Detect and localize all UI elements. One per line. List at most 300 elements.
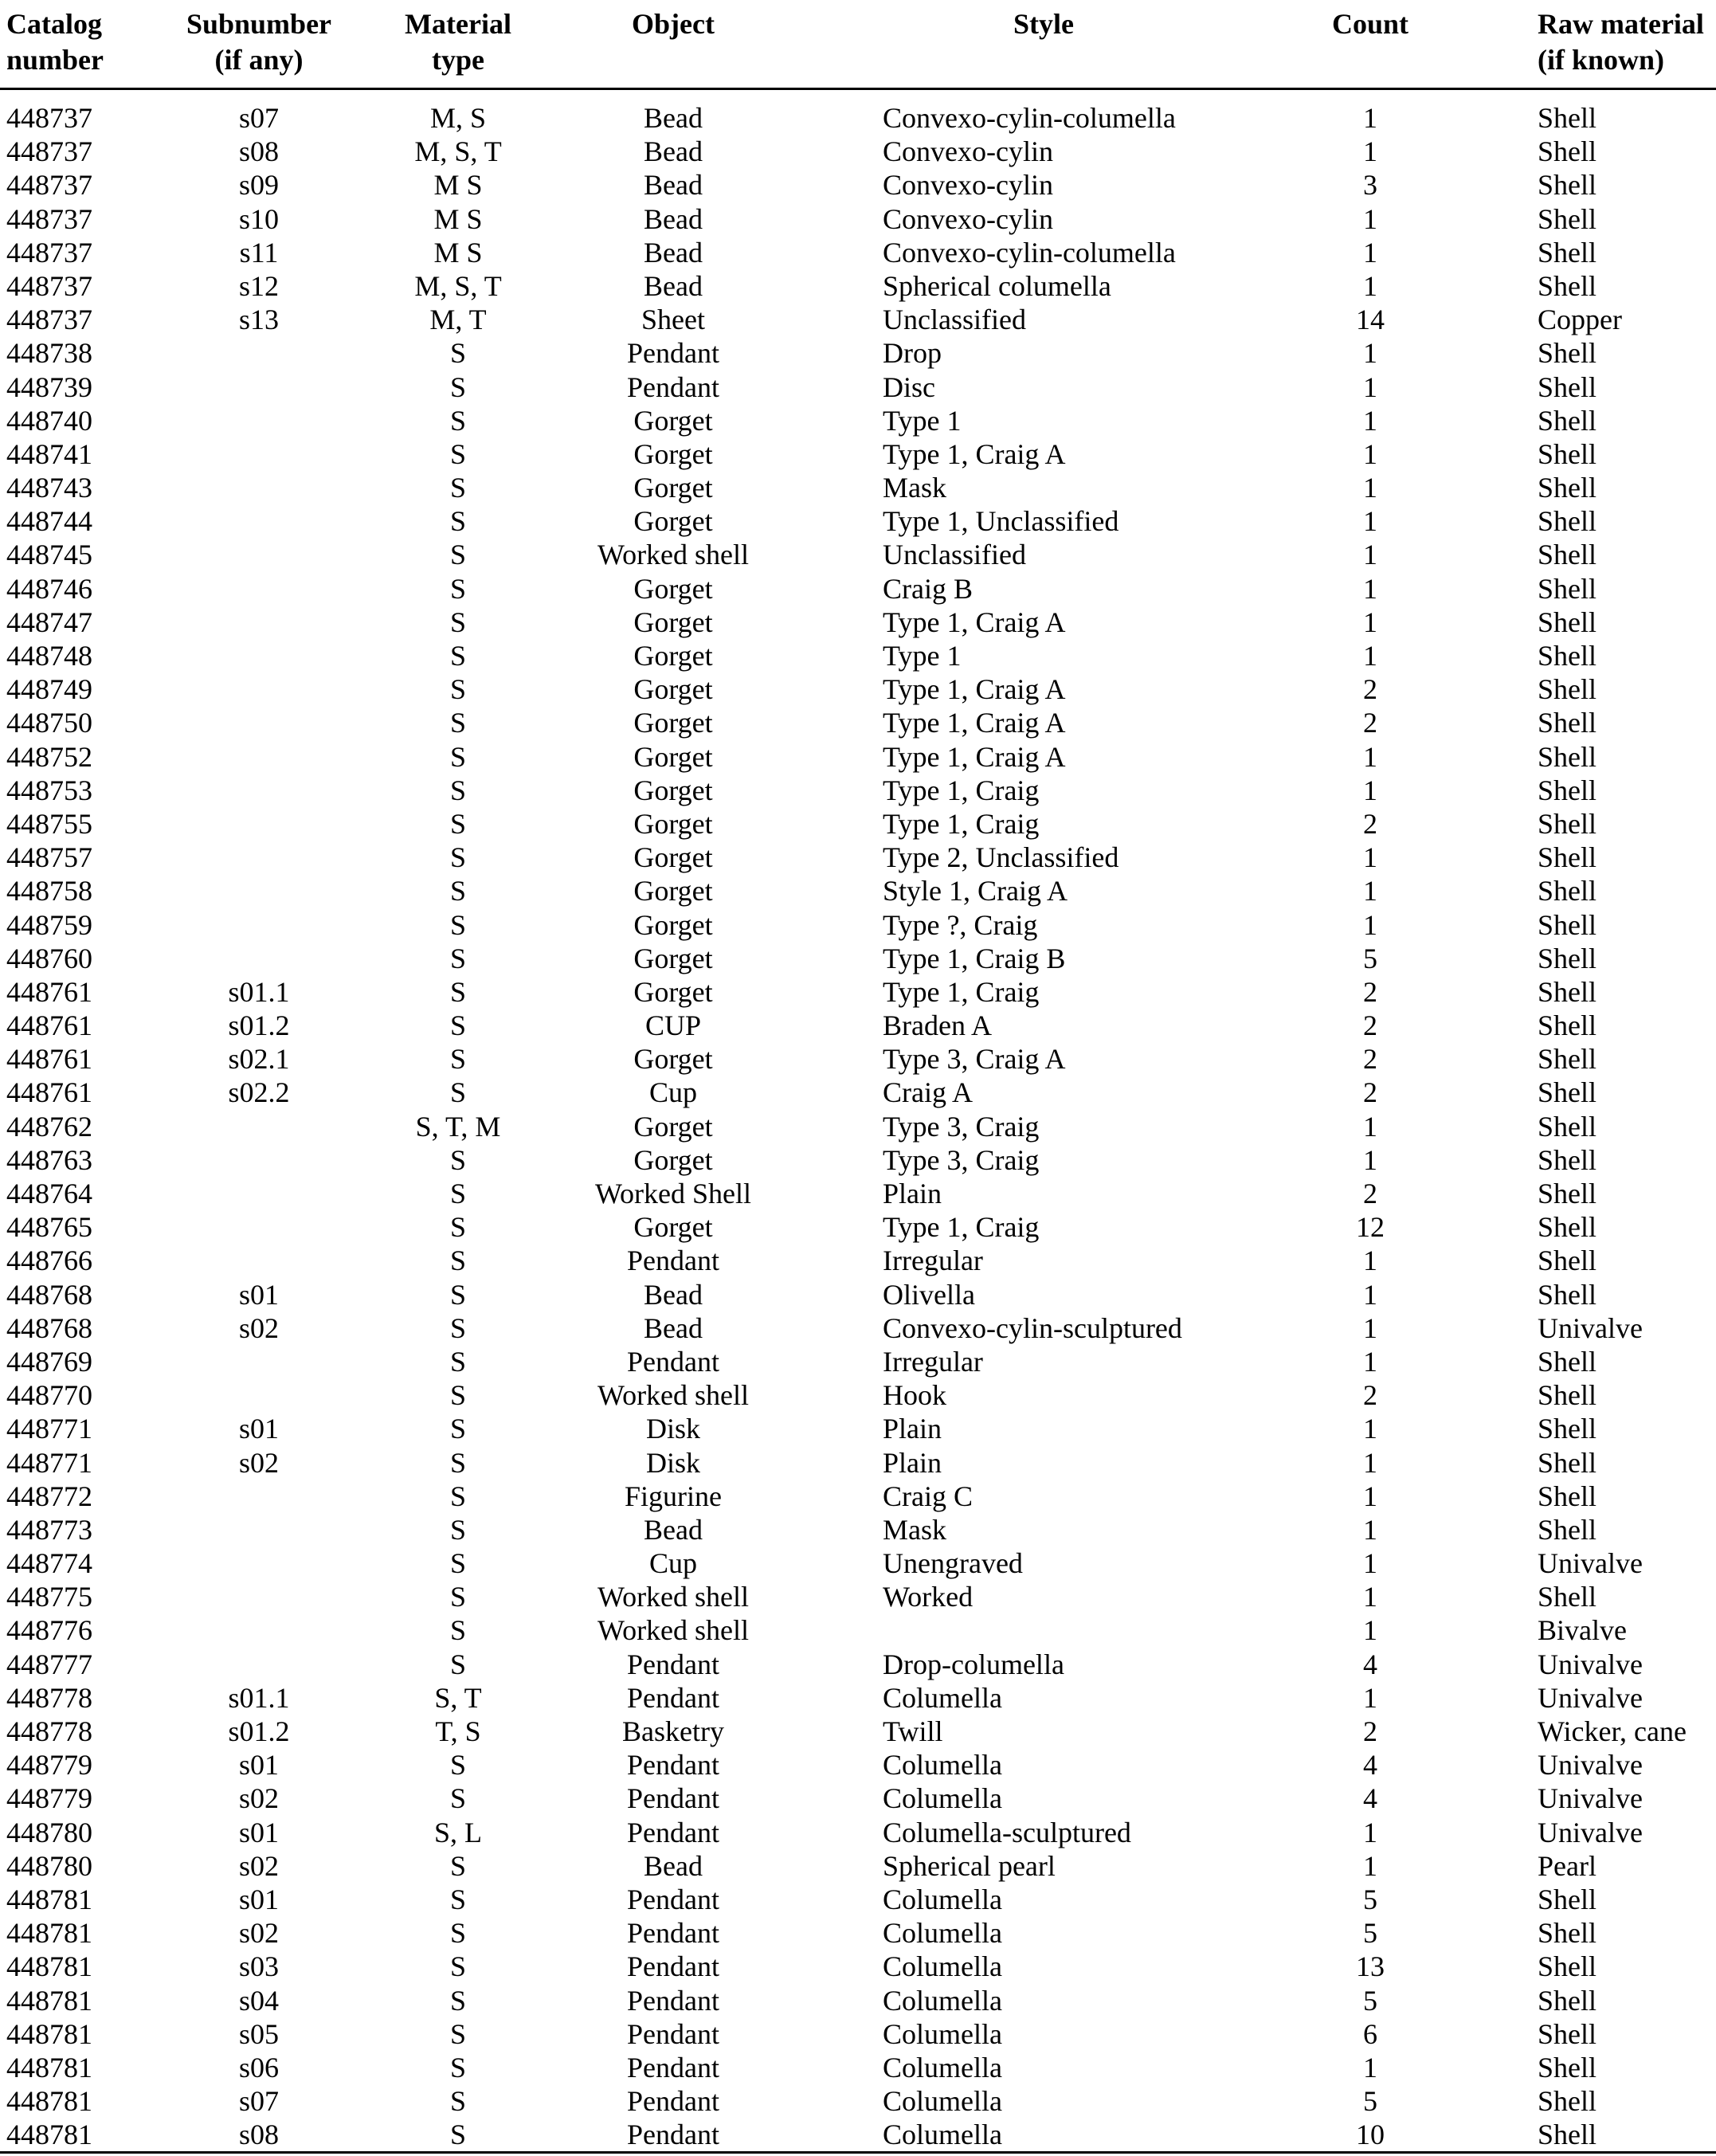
cell-object: Pendant <box>627 1681 719 1714</box>
cell-subnumber <box>159 336 358 370</box>
cell-count: 1 <box>1363 236 1377 269</box>
cell-subnumber: s07 <box>238 2085 279 2118</box>
cell-count: 4 <box>1363 1648 1377 1680</box>
cell-object: Pendant <box>627 1749 719 1782</box>
cell-raw-material: Shell <box>1538 1110 1597 1143</box>
cell-object: Pendant <box>627 1816 719 1848</box>
cell-material-type: M, S <box>429 102 487 134</box>
cell-style: Worked <box>883 1581 974 1613</box>
cell-raw-material: Shell <box>1538 2119 1597 2151</box>
cell-catalog-number: 448741 <box>6 437 92 470</box>
cell-material-type: S <box>449 942 467 974</box>
cell-subnumber: s02 <box>238 1849 279 1882</box>
cell-raw-material: Shell <box>1538 975 1597 1008</box>
cell-object: Gorget <box>633 875 713 907</box>
cell-count: 1 <box>1363 606 1377 638</box>
cell-object: Bead <box>644 102 703 134</box>
cell-count: 1 <box>1363 505 1377 538</box>
cell-count: 1 <box>1363 102 1377 134</box>
cell-material-type: M S <box>433 236 483 269</box>
header-label-line1: Raw material <box>1538 8 1704 40</box>
cell-raw-material: Shell <box>1538 102 1597 134</box>
cell-subnumber <box>159 471 358 504</box>
cell-catalog-number: 448775 <box>6 1581 92 1613</box>
table-row <box>0 2118 1716 2151</box>
cell-count: 12 <box>1356 1211 1385 1244</box>
cell-count: 1 <box>1363 1413 1377 1445</box>
cell-raw-material: Shell <box>1538 640 1597 672</box>
cell-raw-material: Univalve <box>1538 1816 1643 1848</box>
cell-material-type: S <box>449 707 467 739</box>
cell-subnumber: s01 <box>238 1749 279 1782</box>
cell-object: Bead <box>644 202 703 235</box>
cell-material-type: S <box>449 370 467 403</box>
cell-object: Gorget <box>633 606 713 638</box>
cell-subnumber: s10 <box>238 202 279 235</box>
cell-subnumber <box>159 606 358 639</box>
cell-style: Irregular <box>883 1245 983 1277</box>
cell-object: Disk <box>645 1413 700 1445</box>
cell-catalog-number: 448764 <box>6 1178 92 1209</box>
cell-style: Columella <box>883 2119 1002 2151</box>
cell-material-type: S, T, M <box>415 1110 501 1143</box>
cell-material-type: S <box>449 673 467 706</box>
table-row <box>0 1009 1716 1042</box>
cell-object: Bead <box>644 135 703 168</box>
cell-material-type: S <box>449 1480 467 1512</box>
cell-count: 1 <box>1363 1849 1377 1882</box>
cell-style: Convexo-cylin <box>883 202 1053 235</box>
cell-subnumber: s02 <box>238 1782 279 1815</box>
cell-material-type: S <box>449 505 467 538</box>
cell-raw-material: Shell <box>1538 505 1597 538</box>
cell-subnumber: s09 <box>238 169 279 202</box>
cell-material-type: S <box>449 2085 467 2118</box>
cell-raw-material: Shell <box>1538 740 1597 773</box>
cell-material-type: S <box>449 1984 467 2017</box>
cell-material-type: M S <box>433 202 483 235</box>
table-row <box>0 1648 1716 1681</box>
table-row <box>0 908 1716 942</box>
cell-raw-material: Shell <box>1538 774 1597 806</box>
table-row <box>0 1782 1716 1815</box>
cell-subnumber <box>159 1546 358 1580</box>
cell-catalog-number: 448737 <box>6 304 92 336</box>
cell-subnumber: s06 <box>238 2051 279 2083</box>
cell-style: Type 1, Craig <box>883 1211 1040 1244</box>
cell-subnumber <box>159 1210 358 1244</box>
cell-count: 1 <box>1363 202 1377 235</box>
cell-count: 2 <box>1363 1178 1377 1209</box>
cell-subnumber <box>159 1110 358 1143</box>
cell-catalog-number: 448755 <box>6 807 92 840</box>
cell-catalog-number: 448761 <box>6 1076 92 1109</box>
cell-catalog-number: 448746 <box>6 572 92 605</box>
cell-subnumber: s04 <box>238 1984 279 2017</box>
cell-style: Columella <box>883 1681 1002 1714</box>
cell-catalog-number: 448776 <box>6 1614 92 1647</box>
cell-style: Columella <box>883 1782 1002 1815</box>
cell-subnumber <box>159 706 358 739</box>
cell-raw-material: Shell <box>1538 1278 1597 1311</box>
cell-count: 1 <box>1363 1581 1377 1613</box>
cell-object: Gorget <box>633 774 713 806</box>
cell-style: Plain <box>883 1413 942 1445</box>
cell-catalog-number: 448780 <box>6 1849 92 1882</box>
cell-subnumber: s01 <box>238 1278 279 1311</box>
cell-subnumber: s05 <box>238 2017 279 2050</box>
cell-raw-material: Shell <box>1538 572 1597 605</box>
cell-style: Type 1, Craig A <box>883 707 1066 739</box>
table-row <box>0 1748 1716 1782</box>
cell-catalog-number: 448771 <box>6 1413 92 1445</box>
cell-catalog-number: 448768 <box>6 1311 92 1344</box>
table-row <box>0 2084 1716 2118</box>
cell-count: 1 <box>1363 1278 1377 1311</box>
cell-raw-material: Shell <box>1538 807 1597 840</box>
cell-material-type: S <box>449 1245 467 1277</box>
cell-style: Type 1, Craig <box>883 807 1040 840</box>
cell-style: Spherical pearl <box>883 1849 1056 1882</box>
cell-object: Worked shell <box>597 1581 750 1613</box>
table-row <box>0 706 1716 739</box>
cell-raw-material: Shell <box>1538 1984 1597 2017</box>
cell-style: Columella <box>883 1984 1002 2017</box>
cell-object: Pendant <box>627 1883 719 1915</box>
cell-subnumber: s01 <box>238 1816 279 1848</box>
cell-catalog-number: 448760 <box>6 942 92 974</box>
cell-subnumber: s02.2 <box>228 1076 290 1109</box>
cell-raw-material: Shell <box>1538 1917 1597 1950</box>
cell-count: 2 <box>1363 1076 1377 1109</box>
cell-subnumber: s01.2 <box>228 1715 290 1747</box>
cell-count: 1 <box>1363 437 1377 470</box>
cell-subnumber <box>159 538 358 571</box>
cell-subnumber <box>159 1244 358 1277</box>
cell-material-type: S <box>449 640 467 672</box>
table-row <box>0 942 1716 975</box>
cell-style: Type 1 <box>883 640 962 672</box>
cell-count: 1 <box>1363 337 1377 370</box>
cell-style: Unclassified <box>883 539 1026 571</box>
cell-material-type: S <box>449 1883 467 1915</box>
cell-raw-material: Shell <box>1538 437 1597 470</box>
cell-catalog-number: 448747 <box>6 606 92 638</box>
cell-raw-material: Pearl <box>1538 1849 1597 1882</box>
table-row <box>0 168 1716 202</box>
cell-raw-material: Shell <box>1538 2017 1597 2050</box>
cell-subnumber: s08 <box>238 2119 279 2151</box>
table-row <box>0 1715 1716 1748</box>
cell-subnumber <box>159 1513 358 1546</box>
cell-raw-material: Shell <box>1538 673 1597 706</box>
cell-object: Gorget <box>633 673 713 706</box>
cell-raw-material: Univalve <box>1538 1311 1643 1344</box>
cell-material-type: S <box>449 1143 467 1176</box>
cell-catalog-number: 448769 <box>6 1345 92 1378</box>
cell-object: Bead <box>644 169 703 202</box>
cell-object: Pendant <box>627 2017 719 2050</box>
cell-style: Columella-sculptured <box>883 1816 1131 1848</box>
cell-material-type: S <box>449 1076 467 1109</box>
cell-raw-material: Shell <box>1538 606 1597 638</box>
cell-material-type: S <box>449 975 467 1008</box>
cell-catalog-number: 448779 <box>6 1749 92 1782</box>
cell-style: Columella <box>883 1749 1002 1782</box>
table-row <box>0 874 1716 907</box>
cell-subnumber <box>159 672 358 706</box>
cell-object: Bead <box>644 1311 703 1344</box>
cell-count: 6 <box>1363 2017 1377 2050</box>
cell-catalog-number: 448743 <box>6 472 92 504</box>
cell-raw-material: Shell <box>1538 1513 1597 1546</box>
cell-object: Cup <box>648 1076 697 1109</box>
cell-raw-material: Shell <box>1538 908 1597 941</box>
cell-material-type: M, T <box>429 304 487 336</box>
cell-object: Gorget <box>633 437 713 470</box>
cell-catalog-number: 448763 <box>6 1143 92 1176</box>
header-label-line2: type <box>432 44 484 76</box>
cell-style: Unclassified <box>883 304 1026 336</box>
cell-object: Gorget <box>633 807 713 840</box>
cell-subnumber <box>159 404 358 437</box>
cell-catalog-number: 448753 <box>6 774 92 806</box>
cell-style: Type 1, Craig A <box>883 673 1066 706</box>
table-bottom-border <box>0 2151 1716 2154</box>
table-row <box>0 2017 1716 2051</box>
cell-object: Gorget <box>633 572 713 605</box>
cell-count: 3 <box>1363 169 1377 202</box>
cell-style: Plain <box>883 1446 942 1479</box>
cell-subnumber: s02 <box>238 1446 279 1479</box>
cell-object: Gorget <box>633 640 713 672</box>
cell-count: 5 <box>1363 942 1377 974</box>
cell-style: Drop-columella <box>883 1648 1064 1680</box>
cell-style: Craig C <box>883 1480 973 1512</box>
cell-raw-material: Shell <box>1538 2051 1597 2083</box>
cell-count: 1 <box>1363 1614 1377 1647</box>
cell-raw-material: Univalve <box>1538 1749 1643 1782</box>
cell-raw-material: Shell <box>1538 269 1597 302</box>
header-label-line2: Style <box>1013 8 1074 40</box>
cell-object: Bead <box>644 236 703 269</box>
header-label-line2: number <box>6 44 104 76</box>
cell-raw-material: Shell <box>1538 1480 1597 1512</box>
cell-subnumber: s01.1 <box>228 1681 290 1714</box>
cell-subnumber: s07 <box>238 102 279 134</box>
cell-subnumber <box>159 437 358 471</box>
table-row <box>0 404 1716 437</box>
cell-raw-material: Shell <box>1538 707 1597 739</box>
cell-subnumber: s03 <box>238 1950 279 1983</box>
cell-object: Gorget <box>633 1043 713 1076</box>
cell-raw-material: Shell <box>1538 1211 1597 1244</box>
cell-catalog-number: 448757 <box>6 841 92 874</box>
cell-catalog-number: 448749 <box>6 673 92 706</box>
cell-raw-material: Wicker, cane <box>1538 1715 1687 1747</box>
cell-catalog-number: 448737 <box>6 169 92 202</box>
cell-raw-material: Shell <box>1538 202 1597 235</box>
cell-count: 2 <box>1363 707 1377 739</box>
cell-material-type: S <box>449 1009 467 1042</box>
cell-object: Gorget <box>633 404 713 437</box>
cell-catalog-number: 448761 <box>6 975 92 1008</box>
cell-style: Craig A <box>883 1076 973 1109</box>
cell-subnumber: s02 <box>238 1917 279 1950</box>
cell-material-type: S <box>449 1211 467 1244</box>
table-row <box>0 1849 1716 1883</box>
cell-material-type: S <box>449 1648 467 1680</box>
cell-count: 4 <box>1363 1749 1377 1782</box>
header-label-line2: (if known) <box>1538 44 1665 76</box>
cell-object: Cup <box>648 1547 697 1580</box>
cell-count: 2 <box>1363 1043 1377 1076</box>
cell-subnumber: s01.1 <box>228 975 290 1008</box>
cell-object: Gorget <box>633 942 713 974</box>
cell-style: Disc <box>883 370 935 403</box>
cell-style: Type 1, Unclassified <box>883 505 1119 538</box>
cell-raw-material: Shell <box>1538 1345 1597 1378</box>
table-row <box>0 1412 1716 1445</box>
cell-material-type: S <box>449 606 467 638</box>
cell-subnumber <box>159 370 358 404</box>
cell-material-type: S <box>449 875 467 907</box>
cell-raw-material: Shell <box>1538 1379 1597 1412</box>
cell-raw-material: Shell <box>1538 2085 1597 2118</box>
cell-count: 1 <box>1363 1143 1377 1176</box>
cell-count: 1 <box>1363 269 1377 302</box>
cell-object: Pendant <box>627 2119 719 2151</box>
cell-object: Gorget <box>633 505 713 538</box>
cell-object: Gorget <box>633 1110 713 1143</box>
cell-catalog-number: 448739 <box>6 370 92 403</box>
cell-object: Pendant <box>627 1245 719 1277</box>
cell-material-type: S <box>449 807 467 840</box>
cell-style: Drop <box>883 337 942 370</box>
cell-style: Columella <box>883 2051 1002 2083</box>
table-body <box>0 101 1716 2151</box>
table-row <box>0 639 1716 672</box>
cell-subnumber <box>159 639 358 672</box>
header-label-line1: Catalog <box>6 8 102 40</box>
cell-material-type: S <box>449 2017 467 2050</box>
cell-raw-material: Univalve <box>1538 1681 1643 1714</box>
cell-style: Irregular <box>883 1345 983 1378</box>
table-row <box>0 1278 1716 1311</box>
cell-subnumber <box>159 942 358 975</box>
cell-object: Pendant <box>627 1917 719 1950</box>
cell-object: Worked shell <box>597 539 750 571</box>
cell-count: 1 <box>1363 774 1377 806</box>
cell-subnumber: s11 <box>239 236 279 269</box>
table-row <box>0 1076 1716 1109</box>
table-row <box>0 1681 1716 1715</box>
cell-raw-material: Shell <box>1538 404 1597 437</box>
cell-count: 1 <box>1363 2051 1377 2083</box>
table-row <box>0 740 1716 774</box>
cell-material-type: S <box>449 841 467 874</box>
cell-subnumber <box>159 774 358 807</box>
cell-subnumber <box>159 1177 358 1210</box>
cell-catalog-number: 448781 <box>6 2085 92 2118</box>
table-row <box>0 1883 1716 1916</box>
cell-object: Worked shell <box>597 1379 750 1412</box>
cell-subnumber <box>159 1480 358 1513</box>
table-row <box>0 807 1716 841</box>
cell-count: 2 <box>1363 1715 1377 1747</box>
cell-style: Type 2, Unclassified <box>883 841 1119 874</box>
cell-catalog-number: 448761 <box>6 1009 92 1042</box>
cell-material-type: S <box>449 1413 467 1445</box>
cell-style: Mask <box>883 1513 946 1546</box>
cell-catalog-number: 448781 <box>6 1883 92 1915</box>
cell-material-type: M, S, T <box>414 269 502 302</box>
cell-object: Gorget <box>633 841 713 874</box>
cell-catalog-number: 448752 <box>6 740 92 773</box>
cell-style: Mask <box>883 472 946 504</box>
table-row <box>0 841 1716 874</box>
cell-subnumber <box>159 572 358 606</box>
table-row <box>0 538 1716 571</box>
cell-style <box>789 1613 1299 1647</box>
cell-catalog-number: 448759 <box>6 908 92 941</box>
cell-raw-material: Shell <box>1538 1883 1597 1915</box>
cell-subnumber <box>159 1345 358 1378</box>
cell-material-type: S <box>449 1446 467 1479</box>
cell-catalog-number: 448781 <box>6 2119 92 2151</box>
cell-style: Convexo-cylin <box>883 169 1053 202</box>
cell-object: Pendant <box>627 1782 719 1815</box>
cell-catalog-number: 448779 <box>6 1782 92 1815</box>
cell-style: Convexo-cylin-columella <box>883 102 1176 134</box>
cell-style: Type 3, Craig <box>883 1110 1040 1143</box>
cell-raw-material: Univalve <box>1538 1648 1643 1680</box>
cell-catalog-number: 448737 <box>6 102 92 134</box>
table-row <box>0 1177 1716 1210</box>
table-row <box>0 303 1716 336</box>
table-row <box>0 1143 1716 1177</box>
cell-raw-material: Shell <box>1538 1178 1597 1209</box>
cell-object: Gorget <box>633 740 713 773</box>
table-row <box>0 370 1716 404</box>
cell-style: Type 1 <box>883 404 962 437</box>
cell-catalog-number: 448777 <box>6 1648 92 1680</box>
cell-raw-material: Shell <box>1538 169 1597 202</box>
table-row <box>0 504 1716 538</box>
cell-raw-material: Shell <box>1538 135 1597 168</box>
cell-catalog-number: 448740 <box>6 404 92 437</box>
cell-material-type: S <box>449 908 467 941</box>
table-row <box>0 1984 1716 2017</box>
table-row <box>0 1546 1716 1580</box>
cell-catalog-number: 448758 <box>6 875 92 907</box>
cell-count: 1 <box>1363 640 1377 672</box>
cell-subnumber <box>159 504 358 538</box>
cell-raw-material: Shell <box>1538 942 1597 974</box>
header-label-line2: Object <box>632 8 715 40</box>
cell-object: Bead <box>644 1278 703 1311</box>
cell-catalog-number: 448781 <box>6 2051 92 2083</box>
cell-style: Braden A <box>883 1009 992 1042</box>
table-row <box>0 1916 1716 1950</box>
cell-style: Convexo-cylin-columella <box>883 236 1176 269</box>
cell-object: Worked shell <box>597 1614 750 1647</box>
cell-raw-material: Shell <box>1538 1043 1597 1076</box>
table-row <box>0 1950 1716 1983</box>
cell-catalog-number: 448781 <box>6 1984 92 2017</box>
cell-style: Type 3, Craig A <box>883 1043 1066 1076</box>
table-row <box>0 1613 1716 1647</box>
